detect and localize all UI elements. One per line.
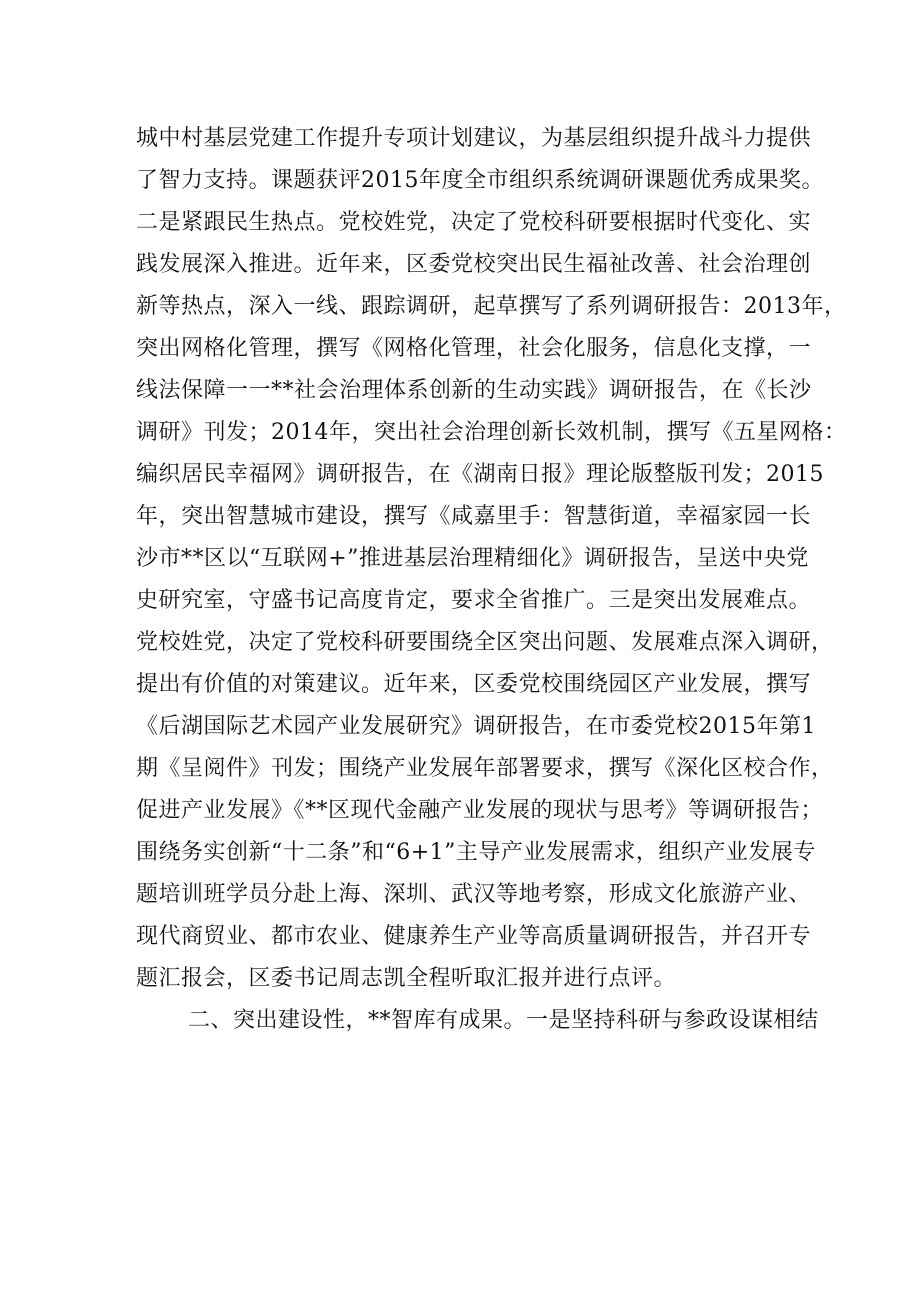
text-line: 《后湖国际艺术园产业发展研究》调研报告，在市委党校2015年第1 bbox=[136, 714, 816, 739]
text-line: 题培训班学员分赴上海、深圳、武汉等地考察，形成文化旅游产业、 bbox=[136, 882, 812, 907]
text-line: 围绕务实创新“十二条”和“6+1”主导产业发展需求，组织产业发展专 bbox=[136, 840, 816, 865]
text-line: 现代商贸业、都市农业、健康养生产业等高质量调研报告，并召开专 bbox=[136, 924, 812, 949]
text-line: 践发展深入推进。近年来，区委党校突出民生福祉改善、社会治理创 bbox=[136, 252, 812, 277]
text-line: 城中村基层党建工作提升专项计划建议，为基层组织提升战斗力提供 bbox=[136, 126, 812, 151]
text-line: 二是紧跟民生热点。党校姓党，决定了党校科研要根据时代变化、实 bbox=[136, 210, 812, 235]
text-line: 年，突出智慧城市建设，撰写《咸嘉里手：智慧街道，幸福家园一长 bbox=[136, 504, 812, 529]
text-line: 新等热点，深入一线、跟踪调研，起草撰写了系列调研报告：2013年， bbox=[136, 294, 847, 319]
text-line: 了智力支持。课题获评2015年度全市组织系统调研课题优秀成果奖。 bbox=[136, 168, 824, 193]
text-line: 期《呈阅件》刊发；围绕产业发展年部署要求，撰写《深化区校合作， bbox=[136, 756, 834, 781]
text-line: 史研究室，守盛书记高度肯定，要求全省推广。三是突出发展难点。 bbox=[136, 588, 812, 613]
body-text bbox=[136, 118, 847, 1042]
text-line: 党校姓党，决定了党校科研要围绕全区突出问题、发展难点深入调研， bbox=[136, 630, 834, 655]
text-line: 提出有价值的对策建议。近年来，区委党校围绕园区产业发展，撰写 bbox=[136, 672, 812, 697]
text-line: 调研》刊发；2014年，突出社会治理创新长效机制，撰写《五星网格： bbox=[136, 420, 847, 445]
text-line: 线法保障一一**社会治理体系创新的生动实践》调研报告，在《长沙 bbox=[136, 378, 812, 403]
text-line: 突出网格化管理，撰写《网格化管理，社会化服务，信息化支撑，一 bbox=[136, 336, 812, 361]
text-line: 编织居民幸福网》调研报告，在《湖南日报》理论版整版刊发；2015 bbox=[136, 462, 824, 487]
text-line: 促进产业发展》《**区现代金融产业发展的现状与思考》等调研报告； bbox=[136, 798, 824, 823]
text-line: 沙市**区以“互联网+”推进基层治理精细化》调研报告，呈送中央党 bbox=[136, 546, 809, 571]
text-line: 题汇报会，区委书记周志凯全程听取汇报并进行点评。 bbox=[136, 966, 677, 991]
section-heading-line: 二、突出建设性，**智库有成果。一是坚持科研与参政设谋相结 bbox=[188, 1008, 819, 1033]
